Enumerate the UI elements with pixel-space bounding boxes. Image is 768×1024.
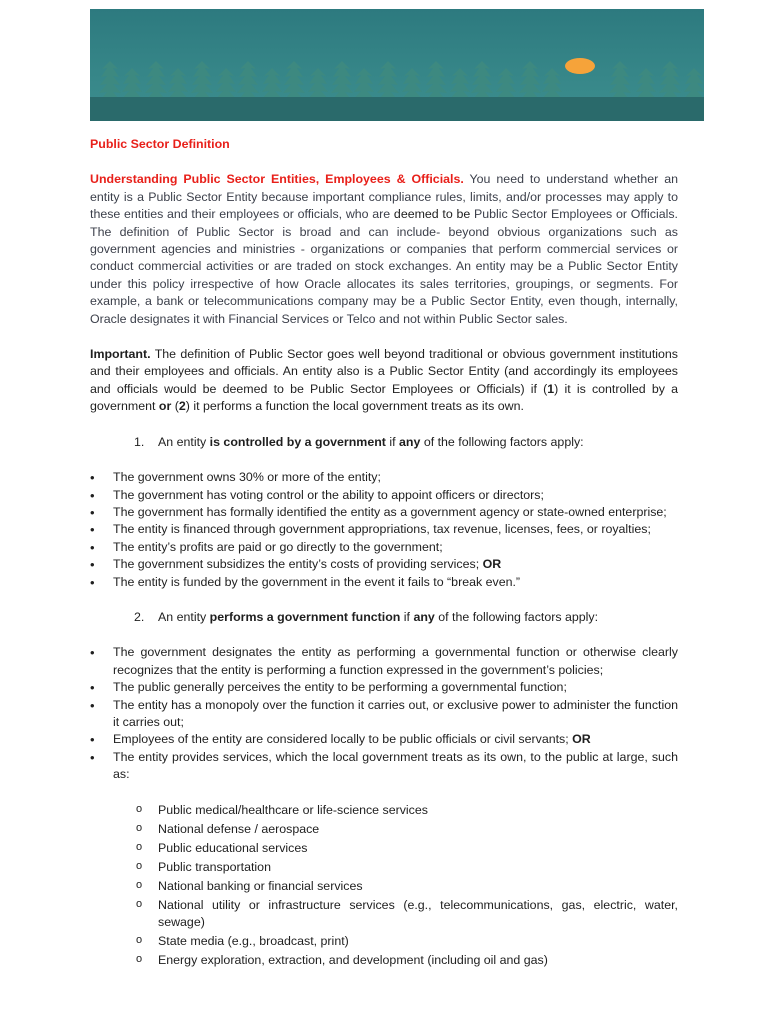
list-item: • The government subsidizes the entity’s costs of providing services; OR <box>90 556 678 573</box>
list-item: • The entity provides services, which the local government treats as its own, to the public at large, such as: <box>90 749 678 784</box>
list-item: • The public generally perceives the entity to be performing a governmental function; <box>90 679 678 696</box>
intro-paragraph: Understanding Public Sector Entities, Employees & Officials. You need to understand whether an entity is a Public Sector Entity because important compliance rules, limits, and/or processes may apply to these entities and their employees or officials, who are deemed to be Public Sector Employees or Officials. The definition of Public Sector is broad and can include- beyond obvious organizations such as government agencies and ministries - organizations or companies that perform commercial services or conduct commercial activities or are traded on stock exchanges. An entity may be a Public Sector Entity under this policy irrespective of how Oracle allocates its sales territories, groupings, or segments. For example, a bank or telecommunications company may be a Public Sector Entity, even though, internally, Oracle designates it with Financial Services or Telco and not within Public Sector sales. <box>90 172 678 326</box>
important-label: Important. <box>90 347 151 362</box>
sublist-item: o Public transportation <box>90 859 678 876</box>
sublist-item: o National banking or financial services <box>90 878 678 895</box>
sublist-item: o Public medical/healthcare or life-science services <box>90 802 678 819</box>
sublist-item: o National utility or infrastructure services (e.g., telecommunications, gas, electric, water, sewage) <box>90 897 678 932</box>
list-item: • The government has formally identified the entity as a government agency or state-owned enterprise; <box>90 504 678 521</box>
sublist-item: o Energy exploration, extraction, and development (including oil and gas) <box>90 952 678 969</box>
sublist-item: o National defense / aerospace <box>90 821 678 838</box>
important-paragraph: Important. The definition of Public Sector goes well beyond traditional or obvious government institutions and their employees and officials. An entity also is a Public Sector Entity (and accordingly its employees and officials would be deemed to be Public Sector Employees or Officials) if (1) it is controlled by a government or (2) it performs a function the local government treats as its own. <box>90 347 678 414</box>
list-item: • The government owns 30% or more of the entity; <box>90 469 678 486</box>
intro-lead: Understanding Public Sector Entities, Employees & Officials. <box>90 172 464 187</box>
list-item: • The entity is financed through government appropriations, tax revenue, licenses, fees, or royalties; <box>90 521 678 538</box>
list-item: • The entity has a monopoly over the function it carries out, or exclusive power to administer the function it carries out; <box>90 697 678 732</box>
list-item: • The government has voting control or the ability to appoint officers or directors; <box>90 487 678 504</box>
services-sublist <box>90 802 678 970</box>
numbered-item-2: 2. An entity performs a government function if any of the following factors apply: <box>134 609 599 624</box>
list-item: • The entity’s profits are paid or go directly to the government; <box>90 539 678 556</box>
sun-icon <box>565 58 595 74</box>
control-factors-list <box>90 469 678 591</box>
sublist-item: o Public educational services <box>90 840 678 857</box>
forest-sunset-illustration <box>90 9 704 121</box>
numbered-item-1: 1. An entity is controlled by a government if any of the following factors apply: <box>134 434 584 449</box>
sublist-item: o State media (e.g., broadcast, print) <box>90 933 678 950</box>
list-item: • Employees of the entity are considered locally to be public officials or civil servants; OR <box>90 731 678 748</box>
list-item: • The government designates the entity as performing a governmental function or otherwise clearly recognizes that the entity is performing a function expressed in the government’s policies; <box>90 644 678 679</box>
header-banner-image <box>90 9 704 121</box>
function-factors-list <box>90 644 678 783</box>
list-item: • The entity is funded by the government in the event it fails to “break even.” <box>90 574 678 591</box>
page-title: Public Sector Definition <box>90 137 230 151</box>
